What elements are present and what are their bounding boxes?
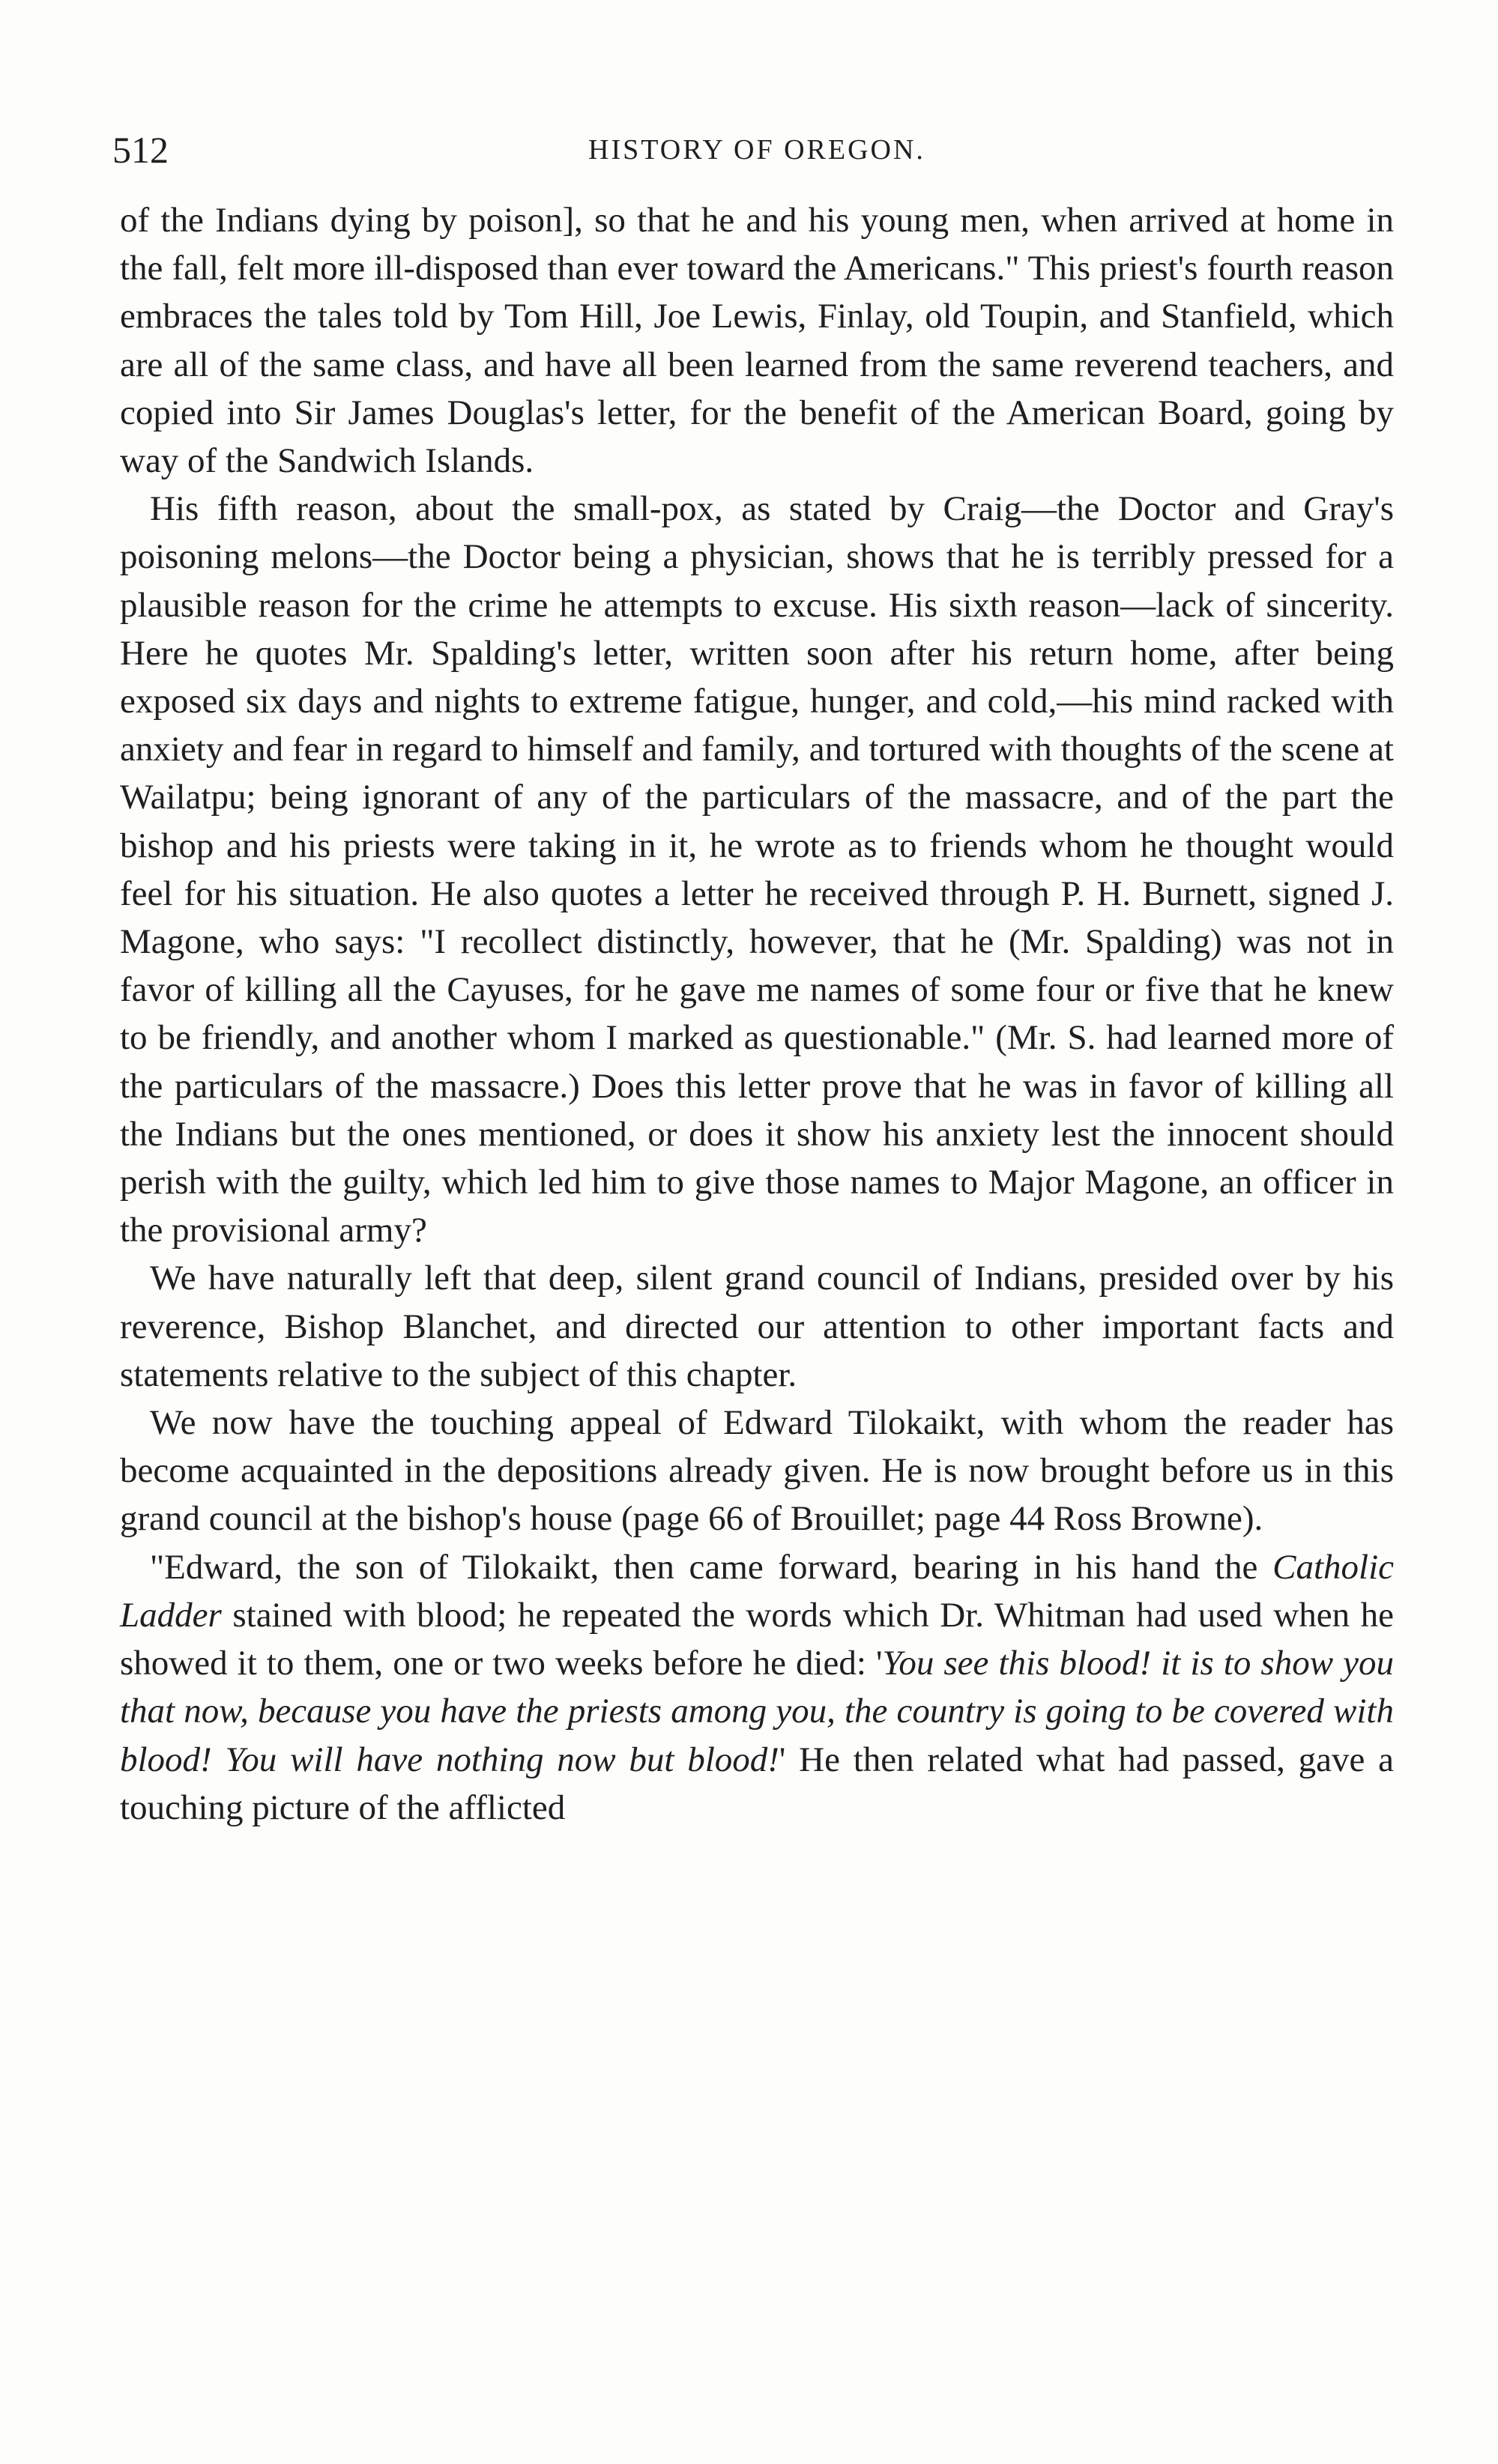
- paragraph-1: of the Indians dying by poison], so that he and his young men, when arrived at home in the fall, felt more ill-disposed than ever toward the Americans." This priest's fourth reason embraces the tales told by Tom Hill, Joe Lewis, Finlay, old Toupin, and Stanfield, which are all of the same class, and have all been learned from the same reverend teachers, and copied into Sir James Douglas's letter, for the benefit of the American Board, going by way of the Sandwich Islands.: [120, 201, 1394, 481]
- page-header: [112, 120, 1401, 180]
- running-head: HISTORY OF OREGON.: [588, 134, 925, 166]
- paragraph-5-title-italic: Catholic Ladder: [120, 1547, 1394, 1635]
- paragraph-3: We have naturally left that deep, silent grand council of Indians, presided over by his reverence, Bishop Blanchet, and directed our attention to other important facts and statements relative to the subject of this chapter.: [120, 1259, 1394, 1394]
- body-text: [120, 196, 1394, 1832]
- paragraph-5-part-c: stained with blood; he repeated the words which Dr. Whitman had used when he showed it to them, one or two weeks before he died: ': [120, 1595, 1394, 1683]
- paragraph-5-part-a: "Edward, the son of Tilokaikt, then came forward, bearing in his hand the: [150, 1547, 1273, 1587]
- paragraph-5-quote-italic: You see this blood! it is to show you that now, because you have the priests among you, the country is going to be covered with blood! You will have nothing now but blood!: [120, 1644, 1394, 1779]
- paragraph-5: [120, 1543, 1394, 1832]
- paragraph-5-part-e: ' He then related what had passed, gave a touching picture of the afflicted: [120, 1740, 1394, 1827]
- paragraph-4: We now have the touching appeal of Edward Tilokaikt, with whom the reader has become acquainted in the depositions already given. He is now brought before us in this grand council at the bishop's house (page 66 of Brouillet; page 44 Ross Browne).: [120, 1403, 1394, 1539]
- page-number: 512: [112, 129, 169, 171]
- paragraph-2: His fifth reason, about the small-pox, as stated by Craig—the Doctor and Gray's poisoning melons—the Doctor being a physician, shows that he is terribly pressed for a plausible reason for the crime he attempts to excuse. His sixth reason—lack of sincerity. Here he quotes Mr. Spalding's letter, written soon after his return home, after being exposed six days and nights to extreme fatigue, hunger, and cold,—his mind racked with anxiety and fear in regard to himself and family, and tortured with thoughts of the scene at Wailatpu; being ignorant of any of the particulars of the massacre, and of the part the bishop and his priests were taking in it, he wrote as to friends whom he thought would feel for his situation. He also quotes a letter he received through P. H. Burnett, signed J. Magone, who says: "I recollect distinctly, however, that he (Mr. Spalding) was not in favor of killing all the Cayuses, for he gave me names of some four or five that he knew to be friendly, and another whom I marked as questionable." (Mr. S. had learned more of the particulars of the massacre.) Does this letter prove that he was in favor of killing all the Indians but the ones mentioned, or does it show his anxiety lest the innocent should perish with the guilty, which led him to give those names to Major Magone, an officer in the provisional army?: [120, 489, 1394, 1250]
